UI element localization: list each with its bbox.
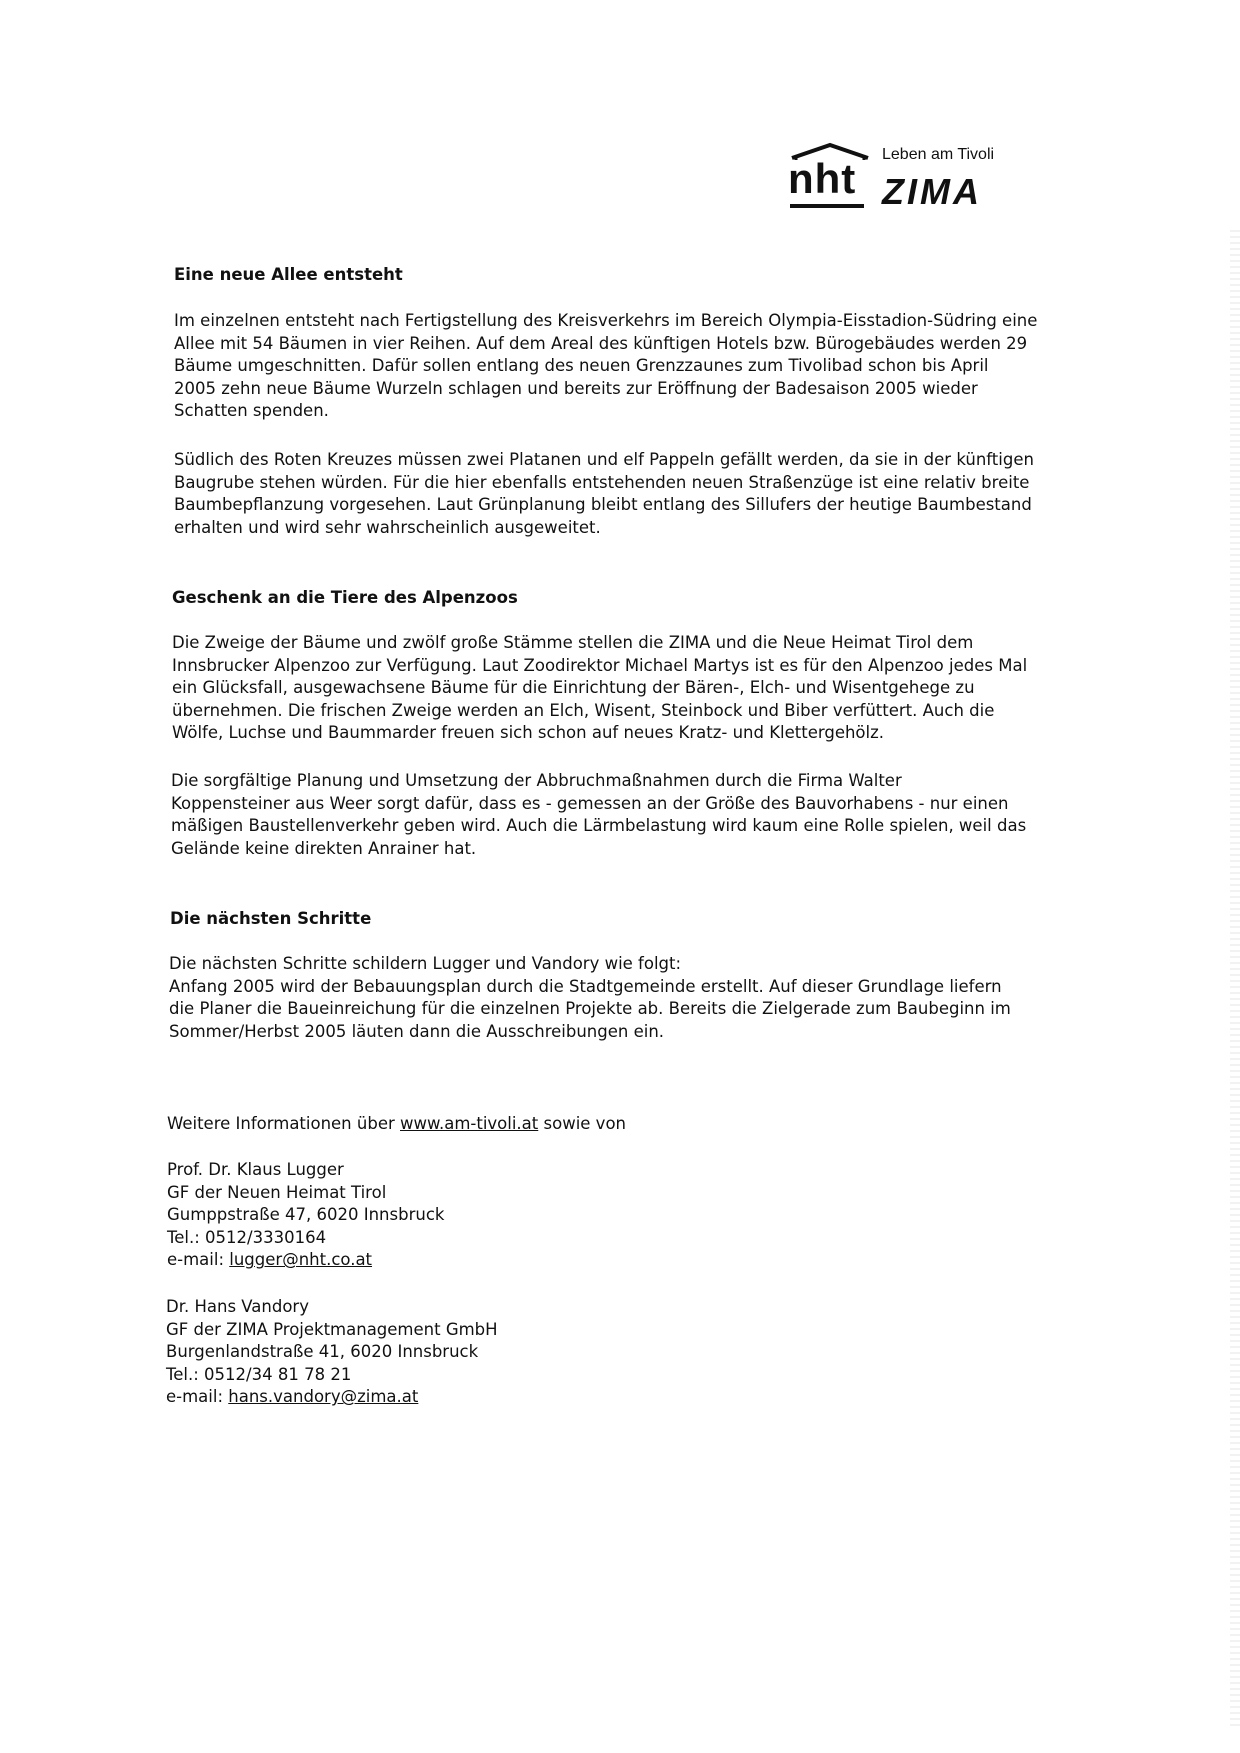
text-line: Baumbepflanzung vorgesehen. Laut Grünplanung bleibt entlang des Sillufers der heutige Baumbestand	[174, 495, 1032, 515]
nht-logo: nht	[788, 155, 857, 202]
info-suffix: sowie von	[538, 1114, 626, 1133]
text-line: Die nächsten Schritte schildern Lugger und Vandory wie folgt:	[169, 954, 682, 973]
paragraph-allee-2	[174, 449, 1074, 539]
paragraph-alpenzoo-1	[172, 632, 1072, 745]
contact-email-line	[166, 1386, 1066, 1409]
contact-vandory	[166, 1296, 1066, 1409]
text-line: 2005 zehn neue Bäume Wurzeln schlagen und bereits zur Eröffnung der Badesaison 2005 wieder	[174, 378, 978, 398]
text-line: Schatten spenden.	[174, 401, 329, 421]
text-line: Allee mit 54 Bäumen in vier Reihen. Auf dem Areal des künftigen Hotels bzw. Bürogebäudes werden 29	[174, 333, 1028, 353]
text-line: Sommer/Herbst 2005 läuten dann die Ausschreibungen ein.	[169, 1021, 665, 1041]
logo-tagline: Leben am Tivoli	[882, 146, 995, 163]
text-line: Gelände keine direkten Anrainer hat.	[171, 838, 477, 858]
text-line: Südlich des Roten Kreuzes müssen zwei Platanen und elf Pappeln gefällt werden, da sie in der künftigen	[174, 450, 1034, 469]
text-line: Die Zweige der Bäume und zwölf große Stämme stellen die ZIMA und die Neue Heimat Tirol dem	[172, 633, 974, 652]
contact-role: GF der Neuen Heimat Tirol	[167, 1182, 387, 1202]
info-prefix: Weitere Informationen über	[167, 1114, 400, 1133]
nht-underline	[790, 204, 864, 208]
email-link-vandory[interactable]: hans.vandory@zima.at	[228, 1387, 419, 1407]
email-link-lugger[interactable]: lugger@nht.co.at	[229, 1250, 373, 1270]
logo-block	[786, 140, 1026, 220]
contact-phone: Tel.: 0512/34 81 78 21	[166, 1364, 352, 1384]
text-line: Anfang 2005 wird der Bebauungsplan durch die Stadtgemeinde erstellt. Auf dieser Grundlage liefern	[169, 976, 1002, 996]
text-line: Im einzelnen entsteht nach Fertigstellung des Kreisverkehrs im Bereich Olympia-Eisstadion-Südring eine	[174, 311, 1038, 330]
contact-address: Gumppstraße 47, 6020 Innsbruck	[167, 1205, 445, 1225]
contact-name: Prof. Dr. Klaus Lugger	[167, 1160, 344, 1179]
email-label: e-mail:	[166, 1387, 229, 1407]
section-heading-alpenzoo: Geschenk an die Tiere des Alpenzoos	[172, 588, 518, 607]
text-line: übernehmen. Die frischen Zweige werden an Elch, Wisent, Steinbock und Biber verfüttert. Auch die	[172, 700, 995, 720]
contact-lugger	[167, 1159, 1067, 1272]
section-heading-naechste-schritte: Die nächsten Schritte	[170, 909, 372, 928]
paragraph-allee-1	[174, 310, 1074, 423]
info-line	[167, 1113, 1067, 1136]
contact-role: GF der ZIMA Projektmanagement GmbH	[166, 1319, 498, 1339]
text-line: Bäume umgeschnitten. Dafür sollen entlang des neuen Grenzzaunes zum Tivolibad schon bis April	[174, 356, 989, 376]
email-label: e-mail:	[167, 1250, 230, 1270]
paragraph-alpenzoo-2	[171, 770, 1071, 860]
section-heading-allee: Eine neue Allee entsteht	[174, 265, 403, 284]
contact-email-line	[167, 1249, 1067, 1272]
contact-phone: Tel.: 0512/3330164	[167, 1227, 327, 1247]
text-line: Baugrube stehen würden. Für die hier ebenfalls entstehenden neuen Straßenzüge ist eine relativ breite	[174, 472, 1030, 492]
website-link[interactable]: www.am-tivoli.at	[400, 1114, 539, 1133]
zima-logo: ZIMA	[882, 171, 982, 212]
text-line: erhalten und wird sehr wahrscheinlich ausgeweitet.	[174, 517, 601, 537]
contact-name: Dr. Hans Vandory	[166, 1297, 309, 1316]
info-text-line	[167, 1113, 1067, 1136]
scan-edge-artifact	[1230, 230, 1240, 1730]
contact-address: Burgenlandstraße 41, 6020 Innsbruck	[166, 1342, 479, 1362]
paragraph-naechste-schritte	[169, 953, 1069, 1043]
text-line: die Planer die Baueinreichung für die einzelnen Projekte ab. Bereits die Zielgerade zum Baubeginn im	[169, 999, 1011, 1019]
text-line: Wölfe, Luchse und Baummarder freuen sich schon auf neues Kratz- und Klettergehölz.	[172, 723, 885, 743]
text-line: Innsbrucker Alpenzoo zur Verfügung. Laut Zoodirektor Michael Martys ist es für den Alpenzoo jedes Mal	[172, 655, 1028, 675]
text-line: ein Glücksfall, ausgewachsene Bäume für die Einrichtung der Bären-, Elch- und Wisentgehege zu	[172, 678, 975, 698]
text-line: mäßigen Baustellenverkehr geben wird. Auch die Lärmbelastung wird kaum eine Rolle spielen, weil das	[171, 816, 1027, 836]
text-line: Die sorgfältige Planung und Umsetzung der Abbruchmaßnahmen durch die Firma Walter	[171, 771, 902, 790]
text-line: Koppensteiner aus Weer sorgt dafür, dass es - gemessen an der Größe des Bauvorhabens - nur einen	[171, 793, 1009, 813]
